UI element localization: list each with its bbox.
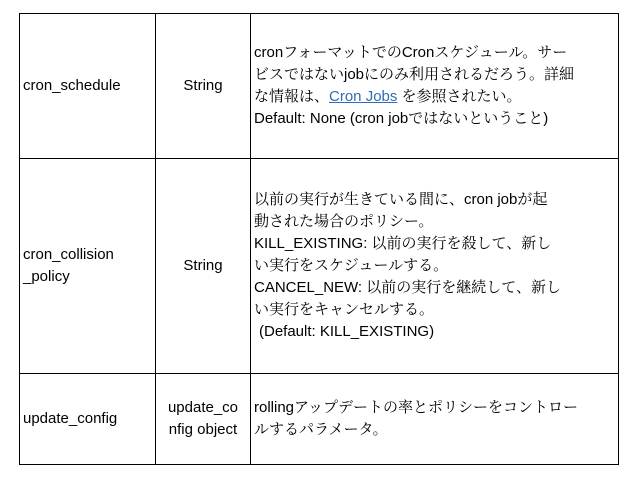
param-name-cell bbox=[20, 374, 156, 465]
param-name-cell bbox=[20, 159, 156, 374]
param-type-cell bbox=[156, 374, 251, 465]
param-type-cell bbox=[156, 159, 251, 374]
description-line: ビスではないjobにのみ利用されるだろう。詳細 bbox=[254, 66, 575, 83]
param-type: String bbox=[183, 77, 223, 94]
description-line: (Default: KILL_EXISTING) bbox=[259, 323, 435, 340]
param-name: cron_schedule bbox=[23, 77, 121, 94]
description-line: KILL_EXISTING: 以前の実行を殺して、新し bbox=[254, 235, 552, 252]
param-name-cell bbox=[20, 14, 156, 159]
description-line: rollingアップデートの率とポリシーをコントロー bbox=[254, 399, 578, 416]
description-text: を参照されたい。 bbox=[397, 88, 522, 105]
param-type: nfig object bbox=[168, 421, 238, 438]
param-description-cell bbox=[251, 14, 619, 159]
param-description-cell bbox=[251, 374, 619, 465]
cron-jobs-link[interactable]: Cron Jobs bbox=[329, 88, 398, 105]
param-name: update_config bbox=[23, 410, 118, 427]
description-line: い実行をスケジュールする。 bbox=[254, 257, 449, 274]
param-description-cell bbox=[251, 159, 619, 374]
description-line: Default: None (cron jobではないということ) bbox=[254, 110, 549, 127]
table-row bbox=[20, 374, 619, 465]
parameters-table bbox=[19, 13, 619, 465]
description-line: cronフォーマットでのCronスケジュール。サー bbox=[254, 44, 568, 61]
param-name: _policy bbox=[23, 268, 70, 285]
description-line: 動された場合のポリシー。 bbox=[254, 213, 434, 230]
table-row bbox=[20, 159, 619, 374]
param-type: String bbox=[183, 257, 223, 274]
description-line: ルするパラメータ。 bbox=[254, 421, 388, 438]
table-row bbox=[20, 14, 619, 159]
param-type-cell bbox=[156, 14, 251, 159]
description-line bbox=[254, 86, 615, 108]
param-type: update_co bbox=[167, 399, 239, 416]
description-text: な情報は、 bbox=[254, 88, 330, 105]
param-name: cron_collision bbox=[23, 246, 114, 263]
description-line: CANCEL_NEW: 以前の実行を継続して、新し bbox=[254, 279, 561, 296]
description-line: い実行をキャンセルする。 bbox=[254, 301, 435, 318]
description-line: 以前の実行が生きている間に、cron jobが起 bbox=[254, 191, 548, 208]
